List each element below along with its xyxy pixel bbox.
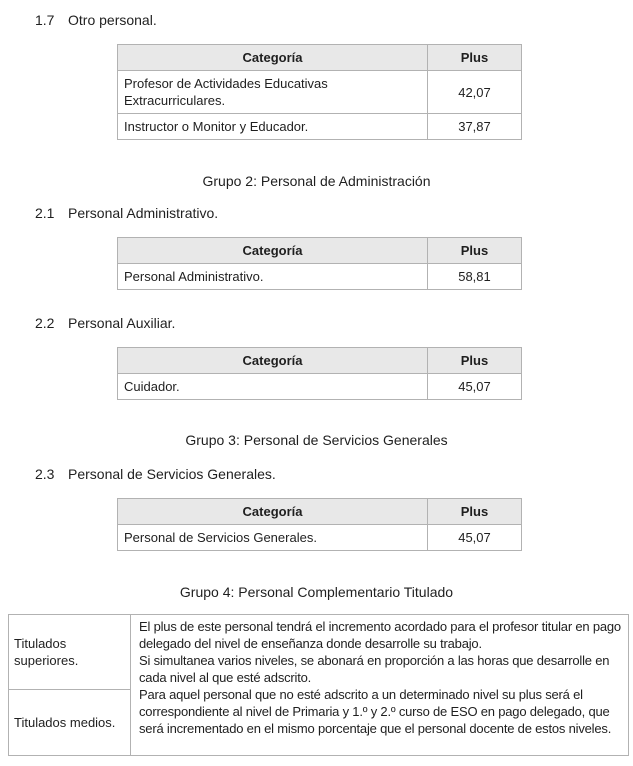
categoria-cell: Cuidador. [118, 374, 428, 400]
table-row [9, 615, 629, 690]
table-header-row [118, 499, 522, 525]
section-number: 2.3 [35, 466, 55, 482]
table-row [118, 525, 522, 551]
description-paragraph-3: Para aquel personal que no esté adscrito a un determinado nivel su plus será el correspondiente al nivel de Primaria y 1.º y 2.º curso de ESO en pago delegado, que será incrementado en el mismo porcentaje que el personal docente de estos niveles. [139, 687, 612, 736]
categoria-cell: Profesor de Actividades Educativas Extracurriculares. [118, 71, 428, 114]
section-number: 2.2 [35, 315, 55, 331]
section-number: 2.1 [35, 205, 55, 221]
plus-cell: 42,07 [428, 71, 522, 114]
categoria-cell: Instructor o Monitor y Educador. [118, 114, 428, 140]
plus-cell: 45,07 [428, 525, 522, 551]
categoria-cell: Personal de Servicios Generales. [118, 525, 428, 551]
column-header-plus: Plus [428, 348, 522, 374]
column-header-plus: Plus [428, 499, 522, 525]
column-header-categoria: Categoría [118, 348, 428, 374]
table-row [118, 374, 522, 400]
column-header-plus: Plus [428, 45, 522, 71]
group-heading-4: Grupo 4: Personal Complementario Titulado [179, 584, 454, 600]
table-row [118, 114, 522, 140]
table-header-row [118, 348, 522, 374]
table-titulados [8, 614, 629, 756]
plus-cell: 58,81 [428, 264, 522, 290]
group-heading-2: Grupo 2: Personal de Administración [202, 173, 431, 189]
plus-cell: 37,87 [428, 114, 522, 140]
description-paragraph-2: Si simultanea varios niveles, se abonará en proporción a las horas que desarrolle en cada nivel al que esté adscrito. [139, 653, 610, 685]
table-servicios-generales [117, 498, 522, 551]
table-otro-personal [117, 44, 522, 140]
plus-cell: 45,07 [428, 374, 522, 400]
section-heading-1-7 [35, 12, 633, 29]
table-header-row [118, 238, 522, 264]
section-title: Personal de Servicios Generales. [68, 466, 276, 482]
section-number: 1.7 [35, 12, 55, 28]
categoria-cell: Personal Administrativo. [118, 264, 428, 290]
section-heading-2-2 [35, 315, 633, 332]
section-title: Personal Administrativo. [68, 205, 219, 221]
table-row [118, 71, 522, 114]
section-heading-2-1 [35, 205, 633, 222]
section-heading-2-3 [35, 466, 633, 483]
table-row [118, 264, 522, 290]
group-heading-3: Grupo 3: Personal de Servicios Generales [185, 432, 448, 448]
column-header-categoria: Categoría [118, 45, 428, 71]
section-title: Personal Auxiliar. [68, 315, 176, 331]
column-header-plus: Plus [428, 238, 522, 264]
table-header-row [118, 45, 522, 71]
description-paragraph-1: El plus de este personal tendrá el incremento acordado para el profesor titular en pago delegado del nivel de enseñanza donde desarrolle su trabajo. [139, 619, 621, 651]
titulados-medios-cell: Titulados medios. [9, 690, 131, 756]
table-personal-administrativo [117, 237, 522, 290]
column-header-categoria: Categoría [118, 499, 428, 525]
titulados-description-cell [131, 615, 629, 756]
titulados-superiores-cell: Titulados superiores. [9, 615, 131, 690]
table-personal-auxiliar [117, 347, 522, 400]
column-header-categoria: Categoría [118, 238, 428, 264]
section-title: Otro personal. [68, 12, 157, 28]
